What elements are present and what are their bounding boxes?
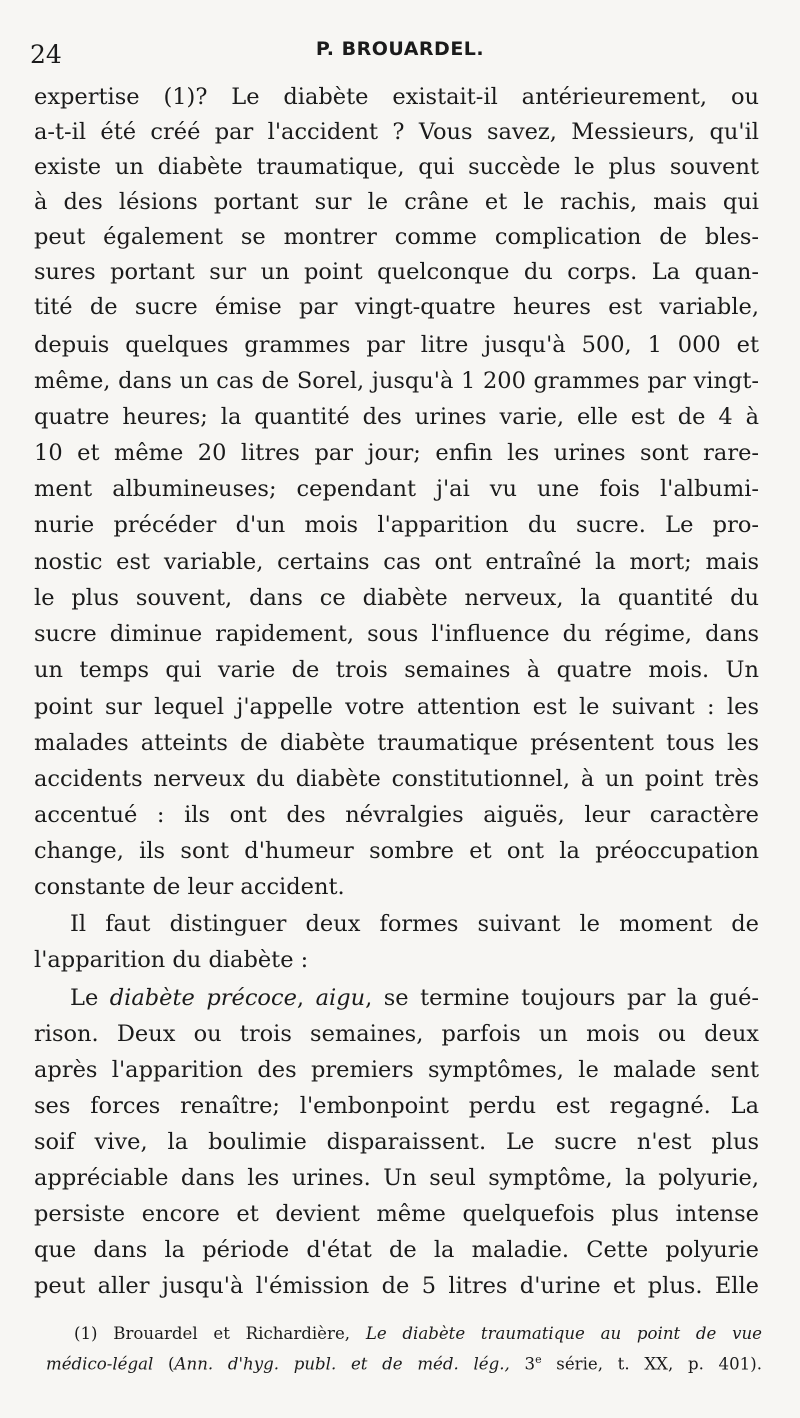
page-number: 24 — [30, 40, 62, 69]
footnote-rest: série, t. XX, p. 401). — [556, 1354, 762, 1374]
italic-term: aigu — [315, 985, 366, 1011]
text-line: appréciable dans les urines. Un seul symptôme, la polyurie, — [34, 1165, 759, 1191]
footnote-series-sup: e — [535, 1353, 542, 1366]
text-line: sures portant sur un point quelconque du corps. La quan- — [34, 259, 759, 285]
text-line: peut également se montrer comme complication de bles- — [34, 224, 759, 250]
text-line: un temps qui varie de trois semaines à quatre mois. Un — [34, 657, 759, 683]
text-line-indented: Il faut distinguer deux formes suivant le moment de — [70, 911, 759, 937]
footnote-paren: ( — [168, 1354, 175, 1374]
footnote-series: 3 — [524, 1354, 536, 1374]
text-line: depuis quelques grammes par litre jusqu'à 500, 1 000 et — [34, 332, 759, 358]
running-head: P. BROUARDEL. — [315, 38, 485, 60]
footnote-title: Le diabète traumatique au point de vue — [365, 1324, 763, 1343]
text-run: Le — [70, 985, 110, 1011]
text-line: à des lésions portant sur le crâne et le rachis, mais qui — [34, 189, 759, 215]
text-line: constante de leur accident. — [34, 874, 345, 900]
footnote-authors: Brouardel et Richardière, — [113, 1324, 351, 1343]
text-line: a-t-il été créé par l'accident ? Vous savez, Messieurs, qu'il — [34, 119, 759, 145]
footnote-line — [46, 1348, 762, 1372]
italic-term: diabète précoce — [109, 985, 297, 1011]
text-line: nostic est variable, certains cas ont entraîné la mort; mais — [34, 549, 759, 575]
footnote-journal: Ann. d'hyg. publ. et de méd. lég., — [174, 1354, 510, 1374]
text-line: ses forces renaître; l'embonpoint perdu est regagné. La — [34, 1093, 759, 1119]
footnote-line — [74, 1322, 762, 1346]
text-line: même, dans un cas de Sorel, jusqu'à 1 200 grammes par vingt- — [34, 368, 759, 394]
text-line: après l'apparition des premiers symptômes, le malade sent — [34, 1057, 759, 1083]
text-line: 10 et même 20 litres par jour; enfin les urines sont rare- — [34, 440, 759, 466]
text-line: expertise (1)? Le diabète existait-il antérieurement, ou — [34, 84, 759, 110]
text-line: point sur lequel j'appelle votre attention est le suivant : les — [34, 694, 759, 720]
text-line: ment albumineuses; cependant j'ai vu une fois l'albumi- — [34, 476, 759, 502]
text-line: sucre diminue rapidement, sous l'influence du régime, dans — [34, 621, 759, 647]
text-line: change, ils sont d'humeur sombre et ont la préoccupation — [34, 838, 759, 864]
text-line: que dans la période d'état de la maladie. Cette polyurie — [34, 1237, 759, 1263]
text-line: soif vive, la boulimie disparaissent. Le sucre n'est plus — [34, 1129, 759, 1155]
text-run: , se termine toujours par la gué- — [365, 985, 759, 1011]
text-line: le plus souvent, dans ce diabète nerveux, la quantité du — [34, 585, 759, 611]
text-line: tité de sucre émise par vingt-quatre heures est variable, — [34, 294, 759, 320]
footnote-marker: (1) — [74, 1324, 98, 1343]
text-line-indented — [70, 981, 759, 1015]
text-line: quatre heures; la quantité des urines varie, elle est de 4 à — [34, 404, 759, 430]
text-line: peut aller jusqu'à l'émission de 5 litres d'urine et plus. Elle — [34, 1273, 759, 1299]
text-line: nurie précéder d'un mois l'apparition du sucre. Le pro- — [34, 512, 759, 538]
text-line: l'apparition du diabète : — [34, 947, 309, 973]
text-line: rison. Deux ou trois semaines, parfois un mois ou deux — [34, 1021, 759, 1047]
text-line: accidents nerveux du diabète constitutionnel, à un point très — [34, 766, 759, 792]
text-line: accentué : ils ont des névralgies aiguës, leur caractère — [34, 802, 759, 828]
text-line: malades atteints de diabète traumatique présentent tous les — [34, 730, 759, 756]
text-run: , — [296, 985, 316, 1011]
text-line: existe un diabète traumatique, qui succède le plus souvent — [34, 154, 759, 180]
footnote-title: médico-légal — [46, 1354, 154, 1374]
text-line: persiste encore et devient même quelquefois plus intense — [34, 1201, 759, 1227]
